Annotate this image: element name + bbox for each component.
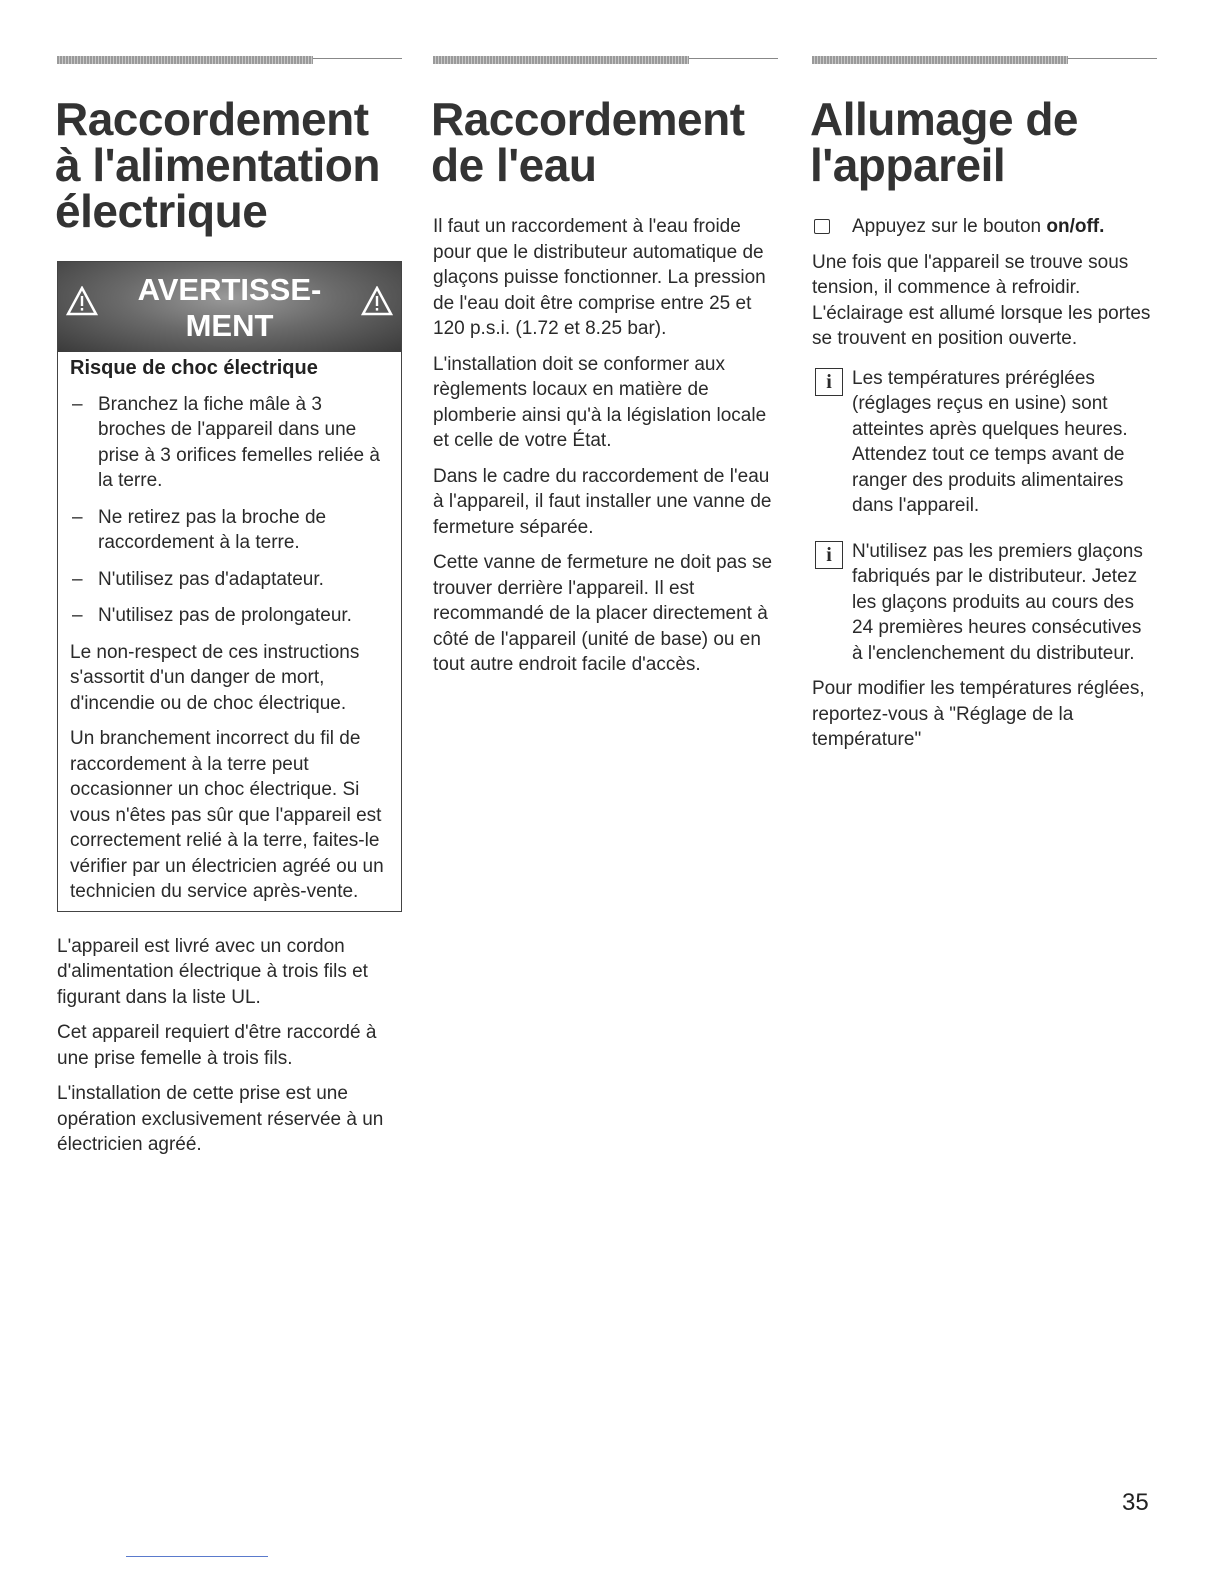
list-item: – N'utilisez pas d'adaptateur. <box>72 568 324 590</box>
body-paragraph: Cette vanne de fermeture ne doit pas se trouver derrière l'appareil. Il est recommandé de la placer directement à côté de l'appareil (unité de base) ou en tout autre endroit facile d'accès. <box>433 552 773 675</box>
body-paragraph: L'installation doit se conformer aux règlements locaux en matière de plomberie ainsi qu'à la législation locale et celle de votre État. <box>433 353 767 451</box>
warning-list <box>70 392 389 629</box>
list-item: – Branchez la fiche mâle à 3 broches de l'appareil dans une prise à 3 orifices femelles reliée à la terre. <box>72 393 380 491</box>
body-paragraph: Il faut un raccordement à l'eau froide pour que le distributeur automatique de glaçons puisse fonctionner. La pression de l'eau doit être comprise entre 25 et 120 p.s.i. (1.72 et 8.25 bar). <box>433 216 766 339</box>
body-paragraph: L'installation de cette prise est une opération exclusivement réservée à un électricien agréé. <box>57 1083 384 1155</box>
section-rule <box>812 56 1157 62</box>
body-paragraph: L'appareil est livré avec un cordon d'alimentation électrique à trois fils et figurant dans la liste UL. <box>57 935 368 1008</box>
warning-paragraph: Un branchement incorrect du fil de raccordement à la terre peut occasionner un choc électrique. Si vous n'êtes pas sûr que l'appareil est correctement relié à la terre, faites-le vérifier par un électricien agréé ou un technicien du service après-vente. <box>70 728 384 902</box>
warning-header <box>58 262 401 352</box>
warning-title: AVERTISSE- MENT <box>137 272 322 343</box>
warning-triangle-icon <box>66 286 98 316</box>
water-title: Raccordement de l'eau <box>431 93 745 191</box>
info-icon: i <box>815 368 843 396</box>
section-rule <box>433 56 778 62</box>
page-number: 35 <box>1122 1489 1149 1516</box>
warning-triangle-icon <box>361 286 393 316</box>
list-item: – Ne retirez pas la broche de raccordement à la terre. <box>72 506 327 553</box>
power-on-body <box>812 214 1157 753</box>
warning-body <box>58 352 401 911</box>
info-note: i Les températures préréglées (réglages reçus en usine) sont atteintes après quelques heures. Attendez tout ce temps avant de ranger des produits alimentaires dans l'appareil. <box>812 366 1157 519</box>
step-item: Appuyez sur le bouton on/off. <box>812 214 1157 240</box>
warning-subtitle: Risque de choc électrique <box>70 357 318 379</box>
electrical-title: Raccordement à l'alimentation électrique <box>55 93 381 237</box>
footer-rule <box>126 1556 268 1557</box>
water-body <box>433 214 778 678</box>
power-on-section <box>812 56 1157 753</box>
section-rule <box>57 56 402 62</box>
electrical-connection-section <box>57 56 402 1158</box>
on-off-label: on/off. <box>1046 216 1105 237</box>
list-item: – N'utilisez pas de prolongateur. <box>72 605 352 626</box>
warning-paragraph: Le non-respect de ces instructions s'assortit d'un danger de mort, d'incendie ou de choc électrique. <box>70 641 360 714</box>
checkbox-icon <box>814 219 830 234</box>
body-paragraph: Dans le cadre du raccordement de l'eau à l'appareil, il faut installer une vanne de fermeture séparée. <box>433 465 772 538</box>
warning-box <box>57 261 402 912</box>
info-icon: i <box>815 541 843 569</box>
power-on-title: Allumage de l'appareil <box>810 93 1079 191</box>
body-paragraph: Une fois que l'appareil se trouve sous tension, il commence à refroidir. L'éclairage est allumé lorsque les portes se trouvent en position ouverte. <box>812 251 1151 349</box>
body-paragraph: Pour modifier les températures réglées, reportez-vous à "Réglage de la température" <box>812 678 1145 750</box>
water-connection-section <box>433 56 778 678</box>
info-note: i N'utilisez pas les premiers glaçons fabriqués par le distributeur. Jetez les glaçons produits au cours des 24 premières heures consécutives à l'enclenchement du distributeur. <box>812 539 1157 667</box>
body-paragraph: Cet appareil requiert d'être raccordé à une prise femelle à trois fils. <box>57 1022 377 1069</box>
